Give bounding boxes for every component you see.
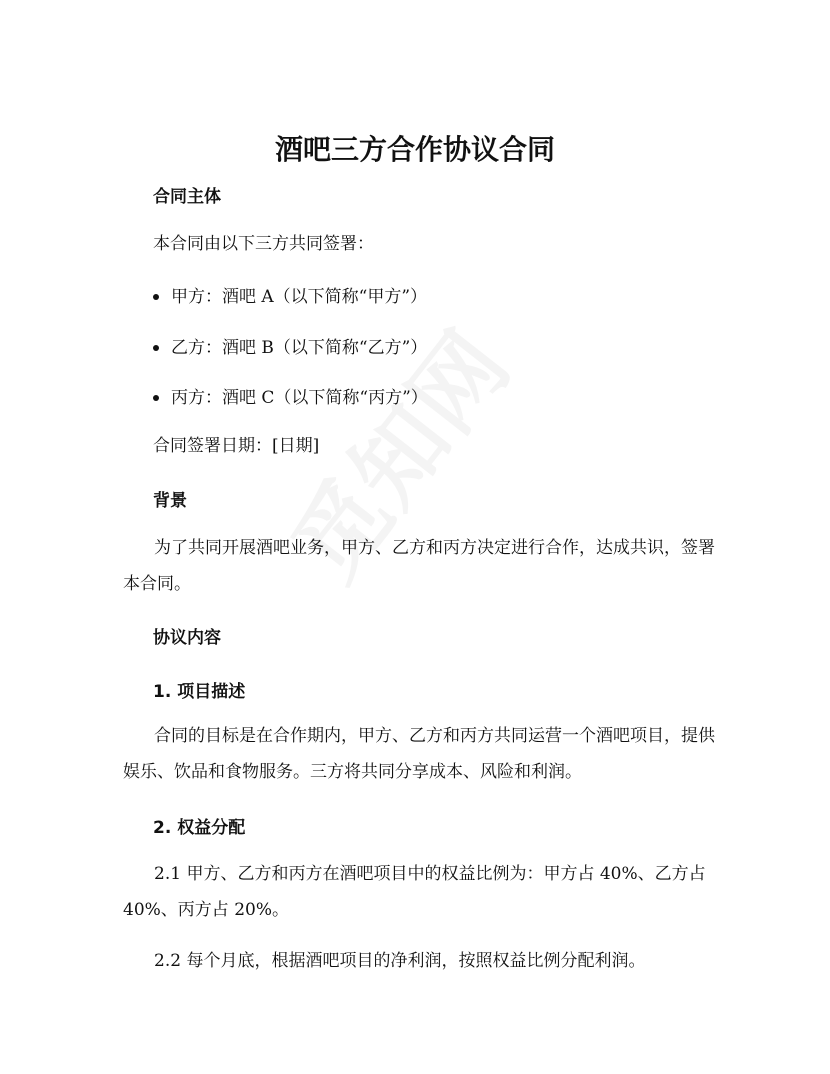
party-item-b (153, 333, 427, 363)
party-item-c (153, 383, 428, 413)
party-text: 甲方：酒吧 A（以下简称“甲方”） (171, 287, 428, 307)
party-text: 丙方：酒吧 C（以下简称“丙方”） (171, 388, 428, 408)
item2-heading: 2. 权益分配 (153, 818, 246, 838)
party-item-a (153, 282, 427, 312)
sign-date: 合同签署日期：[日期] (153, 436, 320, 456)
party-text: 乙方：酒吧 B（以下简称“乙方”） (171, 338, 428, 358)
bullet-dot-icon (153, 345, 159, 351)
item1-heading: 1. 项目描述 (153, 682, 246, 702)
content-heading: 协议内容 (153, 628, 221, 648)
background-heading: 背景 (153, 491, 187, 511)
background-text: 为了共同开展酒吧业务，甲方、乙方和丙方决定进行合作，达成共识，签署本合同。 (123, 538, 715, 594)
bullet-dot-icon (153, 395, 159, 401)
document-title: 酒吧三方合作协议合同 (274, 133, 555, 166)
bullet-dot-icon (153, 294, 159, 300)
parties-intro: 本合同由以下三方共同签署： (153, 234, 374, 254)
item2-1-text: 2.1 甲方、乙方和丙方在酒吧项目中的权益比例为：甲方占 40%、乙方占 40%、丙方占 20%。 (123, 864, 706, 920)
item2-2-text: 2.2 每个月底，根据酒吧项目的净利润，按照权益比例分配利润。 (154, 951, 646, 971)
parties-heading: 合同主体 (153, 187, 221, 207)
item1-text: 合同的目标是在合作期内，甲方、乙方和丙方共同运营一个酒吧项目，提供娱乐、饮品和食物服务。三方将共同分享成本、风险和利润。 (123, 726, 715, 782)
